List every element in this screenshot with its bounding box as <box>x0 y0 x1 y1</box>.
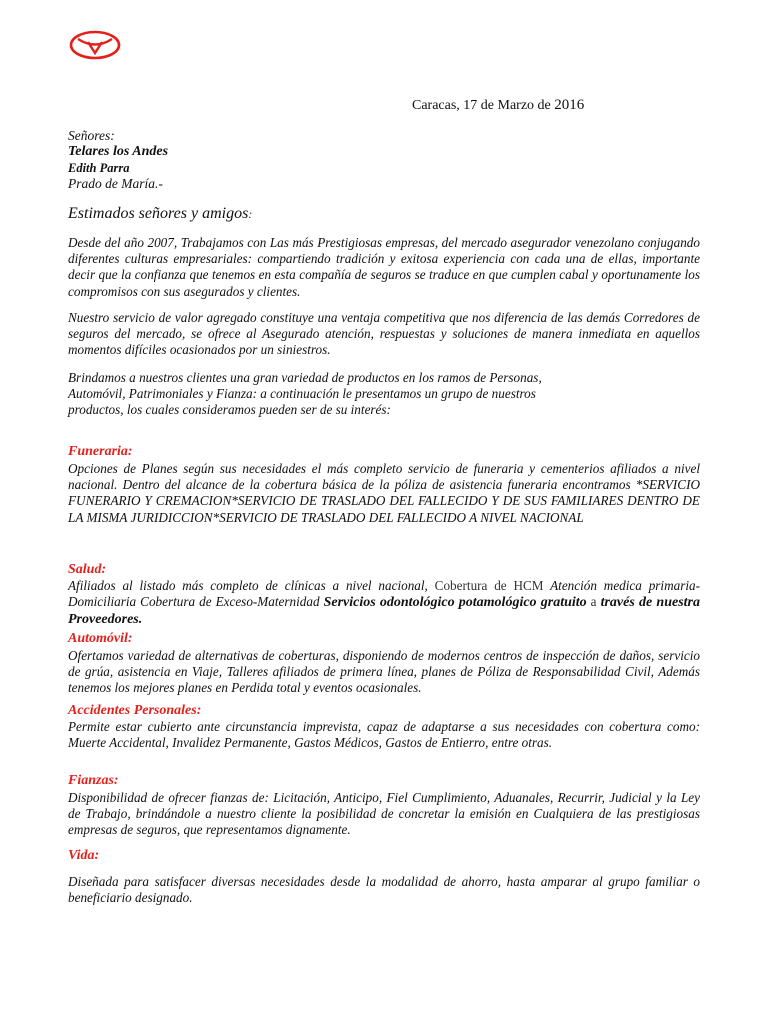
paragraph-intro: Desde del año 2007, Trabajamos con Las más Prestigiosas empresas, del mercado asegurador venezolano conjugando diferentes culturas empresariales: compartiendo tradición y exitosa experiencia con cada una de ellas, importante decir que la confianza que tenemos en esta compañía de seguros se traduce en que cumplen cabal y oportunamente los compromisos con sus asegurados y clientes. <box>68 235 700 299</box>
addressee-name: Edith Parra <box>68 161 130 175</box>
greeting <box>68 205 252 223</box>
addressee-block <box>68 128 168 192</box>
section-title-vida: Vida: <box>68 848 100 863</box>
section-title-fianzas: Fianzas: <box>68 773 119 788</box>
salutation: Señores: <box>68 128 115 143</box>
paragraph-products <box>68 370 700 419</box>
letter-date <box>412 97 584 114</box>
products-line: productos, los cuales consideramos pueden ser de su interés: <box>68 402 391 418</box>
salud-hcm: Cobertura de HCM <box>434 578 544 593</box>
section-title-salud: Salud: <box>68 562 107 577</box>
section-title-funeraria: Funeraria: <box>68 444 133 459</box>
section-body-vida: Diseñada para satisfacer diversas necesidades desde la modalidad de ahorro, hasta amparar al grupo familiar o beneficiario designado. <box>68 874 700 906</box>
addressee-company: Telares los Andes <box>68 144 169 159</box>
section-body-accidentes: Permite estar cubierto ante circunstancia imprevista, capaz de adaptarse a sus necesidades con cobertura como: Muerte Accidental, Invalidez Permanente, Gastos Médicos, Gastos de Entierro, entre otras. <box>68 719 700 751</box>
salud-text: Afiliados al listado más completo de clínicas a nivel nacional, <box>68 578 435 593</box>
addressee-place: Prado de María.- <box>68 176 163 191</box>
section-body-fianzas: Disponibilidad de ofrecer fianzas de: Licitación, Anticipo, Fiel Cumplimiento, Aduanales, Recurrir, Judicial y la Ley de Trabajo, brindándole a nuestro cliente la posibilidad de concretar la emisión en Cualquiera de las prestigiosas empresas de seguros, que representamos dignamente. <box>68 790 700 838</box>
products-line: Automóvil, Patrimoniales y Fianza: a continuación le presentamos un grupo de nuestros <box>68 386 536 402</box>
section-title-accidentes: Accidentes Personales: <box>68 703 202 718</box>
section-body-salud <box>68 578 700 629</box>
products-line: Brindamos a nuestros clientes una gran variedad de productos en los ramos de Personas, <box>68 370 542 385</box>
company-logo-icon <box>68 28 122 62</box>
salud-proveedores: través de nuestra Proveedores. <box>68 595 700 628</box>
paragraph-service: Nuestro servicio de valor agregado constituye una ventaja competitiva que nos diferencia de las demás Corredores de seguros del mercado, se ofrece al Asegurado atención, respuestas y soluciones de manera inmediata en aquellos momentos difíciles ocasionados por un siniestros. <box>68 310 700 358</box>
section-title-automovil: Automóvil: <box>68 631 133 646</box>
salud-odontologico: Servicios odontológico potamológico gratuito <box>323 595 587 611</box>
section-body-automovil: Ofertamos variedad de alternativas de coberturas, disponiendo de modernos centros de inspección de daños, servicio de grúa, asistencia en Viaje, Talleres afiliados de primera línea, planes de Póliza de Responsabilidad Civil, Además tenemos los mejores planes en Perdida total y eventos ocasionales. <box>68 648 700 696</box>
date-text: Caracas, 17 de Marzo de <box>412 98 555 113</box>
greeting-text: Estimados señores y amigos <box>68 205 249 222</box>
salud-text: Atención medica primaria-Domiciliaria Cobertura de Exceso-Maternidad <box>68 578 700 610</box>
section-body-funeraria: Opciones de Planes según sus necesidades el más completo servicio de funeraria y cementerios afiliados a nivel nacional. Dentro del alcance de la cobertura básica de la póliza de asistencia funeraria encontramos *SERVICIO FUNERARIO Y CREMACION*SERVICIO DE TRASLADO DEL FALLECIDO Y DE SUS FAMILIARES DENTRO DE LA MISMA JURIDICCION*SERVICIO DE TRASLADO DEL FALLECIDO A NIVEL NACIONAL <box>68 461 700 525</box>
date-year: 2016 <box>554 97 585 113</box>
salud-text: a <box>586 594 601 610</box>
greeting-colon: : <box>248 207 253 221</box>
